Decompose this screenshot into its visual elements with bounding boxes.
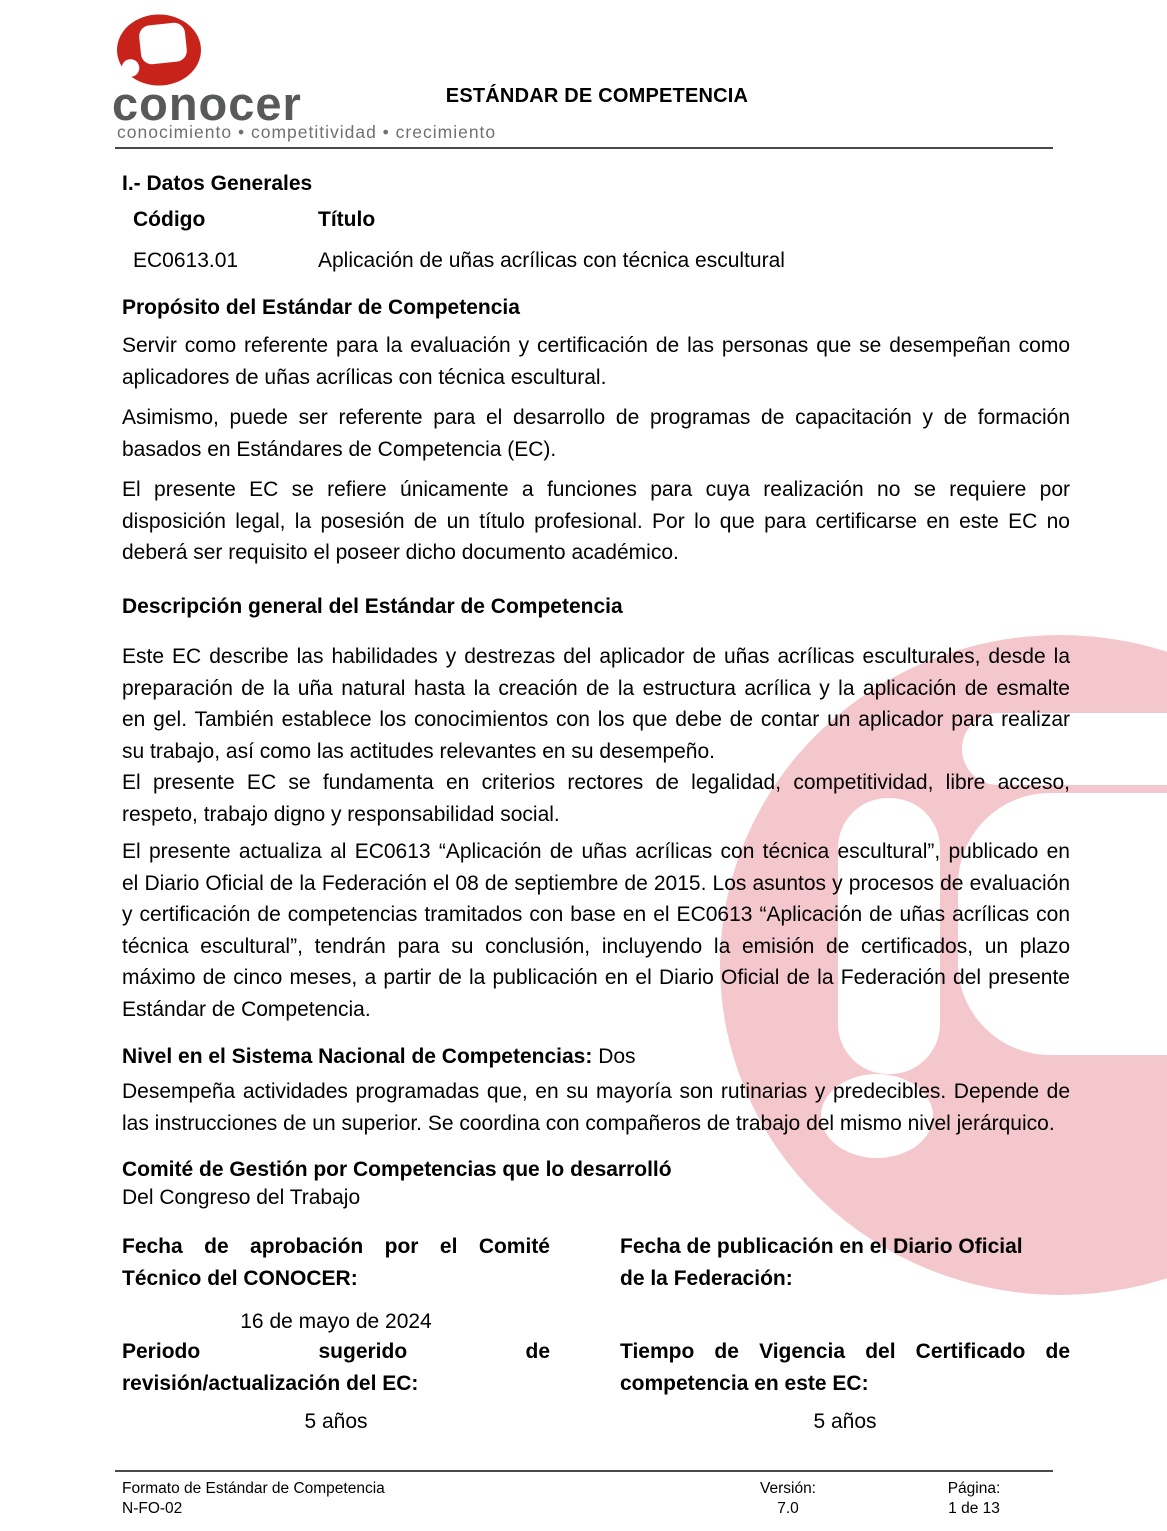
text-line: técnica escultural”, tendrán para su conclusión, incluyendo la emisión de certificados, un plazo	[122, 934, 1070, 958]
text-line: de la Federación:	[620, 1266, 793, 1290]
footer-version-value: 7.0	[777, 1500, 799, 1517]
text-line: Fecha de aprobación por el Comité	[122, 1235, 550, 1258]
text-line: Asimismo, puede ser referente para el desarrollo de programas de capacitación y de formación	[122, 406, 1070, 429]
text-line: preparación de la uña natural hasta la creación de la estructura acrílica y la aplicación de esmalte	[122, 676, 1070, 700]
vigencia-label	[620, 1336, 1070, 1399]
text-line: El presente EC se fundamenta en criterios rectores de legalidad, competitividad, libre acceso,	[122, 771, 1070, 794]
text-line: Servir como referente para la evaluación y certificación de las personas que se desempeñan como	[122, 334, 1070, 357]
paragraph	[122, 836, 1070, 1025]
text-line: disposición legal, la posesión de un título profesional. Por lo que para certificarse en este EC no	[122, 509, 1070, 533]
text-line: deberá ser requisito el poseer dicho documento académico.	[122, 541, 679, 564]
titulo-value: Aplicación de uñas acrílicas con técnica escultural	[318, 249, 785, 272]
comite-body: Del Congreso del Trabajo	[122, 1186, 361, 1209]
aprobacion-label	[122, 1231, 550, 1294]
text-line: Fecha de publicación en el Diario Oficial	[620, 1235, 1023, 1258]
section-heading-comite: Comité de Gestión por Competencias que lo desarrolló	[122, 1158, 672, 1181]
footer-format-line1: Formato de Estándar de Competencia	[122, 1480, 385, 1497]
document-title: ESTÁNDAR DE COMPETENCIA	[445, 85, 749, 107]
text-line: Tiempo de Vigencia del Certificado de	[620, 1340, 1070, 1363]
text-line: El presente actualiza al EC0613 “Aplicación de uñas acrílicas con técnica escultural”, publicado en	[122, 840, 1070, 863]
footer-version	[728, 1479, 848, 1519]
text-line: revisión/actualización del EC:	[122, 1371, 419, 1395]
periodo-value: 5 años	[304, 1410, 368, 1433]
text-line: Periodo sugerido de	[122, 1340, 550, 1363]
publicacion-label	[620, 1231, 1070, 1294]
text-line: El presente EC se refiere únicamente a funciones para cuya realización no se requiere por	[122, 478, 1070, 501]
text-line: Desempeña actividades programadas que, en su mayoría son rutinarias y predecibles. Depende de	[122, 1080, 1070, 1103]
paragraph	[122, 641, 1070, 767]
aprobacion-value: 16 de mayo de 2024	[240, 1310, 432, 1333]
nivel-line	[122, 1041, 1070, 1073]
footer-divider	[115, 1470, 1053, 1472]
section-heading-descripcion: Descripción general del Estándar de Competencia	[122, 595, 623, 618]
text-line: máximo de cinco meses, a partir de la publicación en el Diario Oficial de la Federación del presente	[122, 966, 1070, 989]
section-heading-datos-generales: I.- Datos Generales	[122, 172, 313, 195]
text-line: Este EC describe las habilidades y destrezas del aplicador de uñas acrílicas esculturales, desde la	[122, 645, 1070, 668]
footer-format-line2: N-FO-02	[122, 1500, 183, 1517]
paragraph	[122, 330, 1070, 393]
text-line: respeto, trabajo digno y responsabilidad social.	[122, 802, 560, 826]
text-line: basados en Estándares de Competencia (EC).	[122, 437, 557, 461]
header-divider	[115, 147, 1053, 149]
periodo-label	[122, 1336, 550, 1399]
footer-page-value: 1 de 13	[948, 1500, 1000, 1517]
text-line: Técnico del CONOCER:	[122, 1266, 358, 1290]
text-line: el Diario Oficial de la Federación el 08 de septiembre de 2015. Los asuntos y procesos de evaluación	[122, 871, 1070, 895]
text-line: y certificación de competencias tramitados con base en el EC0613 “Aplicación de uñas acrílicas con	[122, 903, 1070, 926]
titulo-column-label: Título	[318, 208, 376, 231]
codigo-value: EC0613.01	[133, 249, 239, 272]
text-line: Estándar de Competencia.	[122, 997, 371, 1021]
text-line: competencia en este EC:	[620, 1371, 869, 1395]
paragraph	[122, 1076, 1070, 1139]
paragraph	[122, 474, 1070, 569]
text-line: en gel. También establece los conocimientos con los que debe de contar un aplicador para realizar	[122, 708, 1070, 731]
section-heading-proposito: Propósito del Estándar de Competencia	[122, 296, 520, 319]
paragraph	[122, 402, 1070, 465]
brand-wordmark: conocer	[112, 77, 302, 130]
footer-version-label: Versión:	[759, 1480, 816, 1497]
text-line: su trabajo, así como las actitudes relevantes en su desempeño.	[122, 739, 716, 763]
nivel-value: Dos	[598, 1045, 636, 1068]
text-line: aplicadores de uñas acrílicas con técnica escultural.	[122, 365, 607, 389]
footer-format	[122, 1479, 542, 1519]
nivel-label: Nivel en el Sistema Nacional de Competencias:	[122, 1045, 593, 1068]
footer-page-label: Página:	[947, 1480, 1001, 1497]
brand-tagline: conocimiento • competitividad • crecimiento	[117, 122, 497, 142]
paragraph	[122, 767, 1070, 830]
vigencia-value: 5 años	[813, 1410, 877, 1433]
text-line: las instrucciones de un superior. Se coordina con compañeros de trabajo del mismo nivel jerárquico.	[122, 1111, 1055, 1135]
footer-page	[914, 1479, 1034, 1519]
codigo-column-label: Código	[133, 208, 206, 231]
